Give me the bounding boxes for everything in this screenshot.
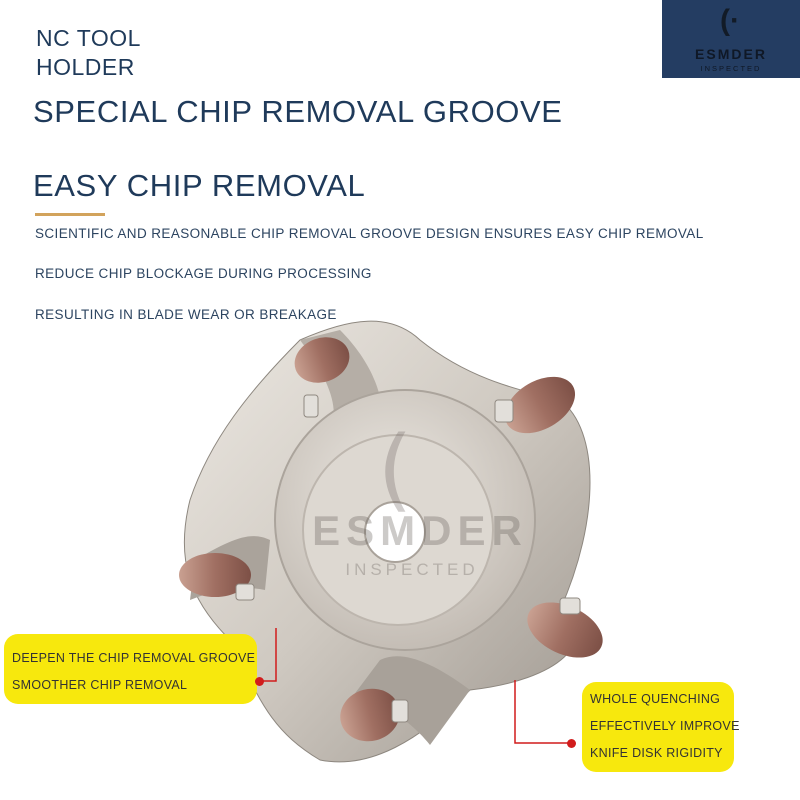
logo-mark-icon: (· — [720, 4, 740, 37]
callout-left-line-1: DEEPEN THE CHIP REMOVAL GROOVE — [12, 651, 256, 665]
watermark-mark-icon: ( — [377, 417, 413, 522]
category-line-1: NC TOOL — [36, 25, 141, 51]
callout-quenching — [582, 682, 740, 772]
logo-sub: INSPECTED — [700, 64, 762, 73]
callout-right-line-1: WHOLE QUENCHING — [590, 692, 721, 706]
description-line-3: RESULTING IN BLADE WEAR OR BREAKAGE — [35, 307, 337, 322]
callout-chip-groove — [4, 634, 257, 704]
headline-secondary: EASY CHIP REMOVAL — [33, 168, 366, 203]
watermark-sub: INSPECTED — [345, 560, 479, 579]
screw-2 — [495, 400, 513, 422]
callout-right-line-3: KNIFE DISK RIGIDITY — [590, 746, 723, 760]
screw-3 — [236, 584, 254, 600]
callout-left-pointer-dot — [255, 677, 264, 686]
watermark-brand: ESMDER — [312, 507, 528, 554]
pointer-line-right — [515, 680, 571, 743]
screw-1 — [304, 395, 318, 417]
screw-4 — [560, 598, 580, 614]
callout-right-line-2: EFFECTIVELY IMPROVE — [590, 719, 740, 733]
category-line-2: HOLDER — [36, 54, 135, 80]
headline-primary: SPECIAL CHIP REMOVAL GROOVE — [33, 94, 563, 129]
description-line-1: SCIENTIFIC AND REASONABLE CHIP REMOVAL GROOVE DESIGN ENSURES EASY CHIP REMOVAL — [35, 226, 704, 241]
logo-brand: ESMDER — [695, 46, 767, 62]
screw-5 — [392, 700, 408, 722]
callout-left-line-2: SMOOTHER CHIP REMOVAL — [12, 678, 188, 692]
description-line-2: REDUCE CHIP BLOCKAGE DURING PROCESSING — [35, 266, 372, 281]
callout-right-pointer-dot — [567, 739, 576, 748]
